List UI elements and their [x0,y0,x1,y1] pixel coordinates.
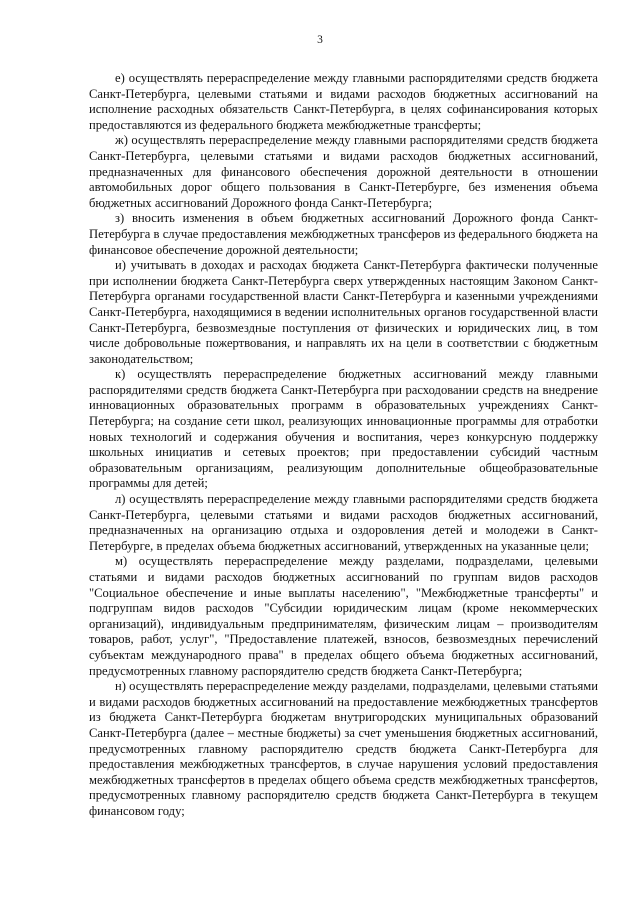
document-body [89,71,598,820]
paragraph-k: к) осуществлять перераспределение бюджетных ассигнований между главными распорядителями средств бюджета Санкт-Петербурга при расходовании средств на внедрение инновационных образовательных программ в образовательных учреждениях Санкт-Петербурга; на создание сети школ, реализующих инновационные программы для отработки новых технологий и содержания обучения и воспитания, через конкурсную поддержку школьных инициатив и сетевых проектов; при предоставлении субсидий частным образовательным организациям, реализующим дополнительные общеобразовательные программы для детей; [89,367,598,491]
paragraph-zh: ж) осуществлять перераспределение между главными распорядителями средств бюджета Санкт-Петербурга, целевыми статьями и видами расходов бюджетных ассигнований, предназначенных для финансового обеспечения дорожной деятельности в отношении автомобильных дорог общего пользования в Санкт-Петербурге, без изменения объема бюджетных ассигнований Дорожного фонда Санкт-Петербурга; [89,133,598,210]
page-number: 3 [317,34,323,46]
paragraph-e: е) осуществлять перераспределение между главными распорядителями средств бюджета Санкт-Петербурга, целевыми статьями и видами расходов бюджетных ассигнований на исполнение расходных обязательств Санкт-Петербурга, в целях софинансирования которых предоставляются из федерального бюджета межбюджетные трансферты; [89,71,598,132]
paragraph-i: и) учитывать в доходах и расходах бюджета Санкт-Петербурга фактически полученные при исполнении бюджета Санкт-Петербурга сверх утвержденных настоящим Законом Санкт-Петербурга органами государственной власти Санкт-Петербурга и казенными учреждениями Санкт-Петербурга, находящимися в ведении исполнительных органов государственной власти Санкт-Петербурга, безвозмездные поступления от физических и юридических лиц, в том числе добровольные пожертвования, и направлять их на цели в соответствии с бюджетным законодательством; [89,258,598,366]
paragraph-l: л) осуществлять перераспределение между главными распорядителями средств бюджета Санкт-Петербурга, целевыми статьями и видами расходов бюджетных ассигнований, предназначенных на организацию отдыха и оздоровления детей и молодежи в Санкт-Петербурге, в пределах объема бюджетных ассигнований, утвержденных на указанные цели; [89,492,598,553]
paragraph-m: м) осуществлять перераспределение между разделами, подразделами, целевыми статьями и видами расходов бюджетных ассигнований по группам видов расходов "Социальное обеспечение и иные выплаты населению", "Межбюджетные трансферты" и подгруппам видов расходов "Субсидии юридическим лицам (кроме некоммерческих организаций), индивидуальным предпринимателям, физическим лицам – производителям товаров, работ, услуг", "Предоставление платежей, взносов, безвозмездных перечислений субъектам международного права" в пределах общего объема бюджетных ассигнований, предусмотренных главному распорядителю средств бюджета Санкт-Петербурга; [89,554,598,678]
paragraph-z: з) вносить изменения в объем бюджетных ассигнований Дорожного фонда Санкт-Петербурга в случае предоставления межбюджетных трансферов из федерального бюджета на финансовое обеспечение дорожной деятельности; [89,211,598,257]
paragraph-n: н) осуществлять перераспределение между разделами, подразделами, целевыми статьями и видами расходов бюджетных ассигнований на предоставление межбюджетных трансфертов из бюджета Санкт-Петербурга бюджетам внутригородских муниципальных образований Санкт-Петербурга (далее – местные бюджеты) за счет уменьшения бюджетных ассигнований, предусмотренных главному распорядителю средств бюджета Санкт-Петербурга для предоставления межбюджетных трансфертов, в случае нарушения условий предоставления межбюджетных трансфертов в пределах общего объема средств межбюджетных трансфертов, предусмотренных главному распорядителю средств бюджета Санкт-Петербурга в текущем финансовом году; [89,679,598,818]
